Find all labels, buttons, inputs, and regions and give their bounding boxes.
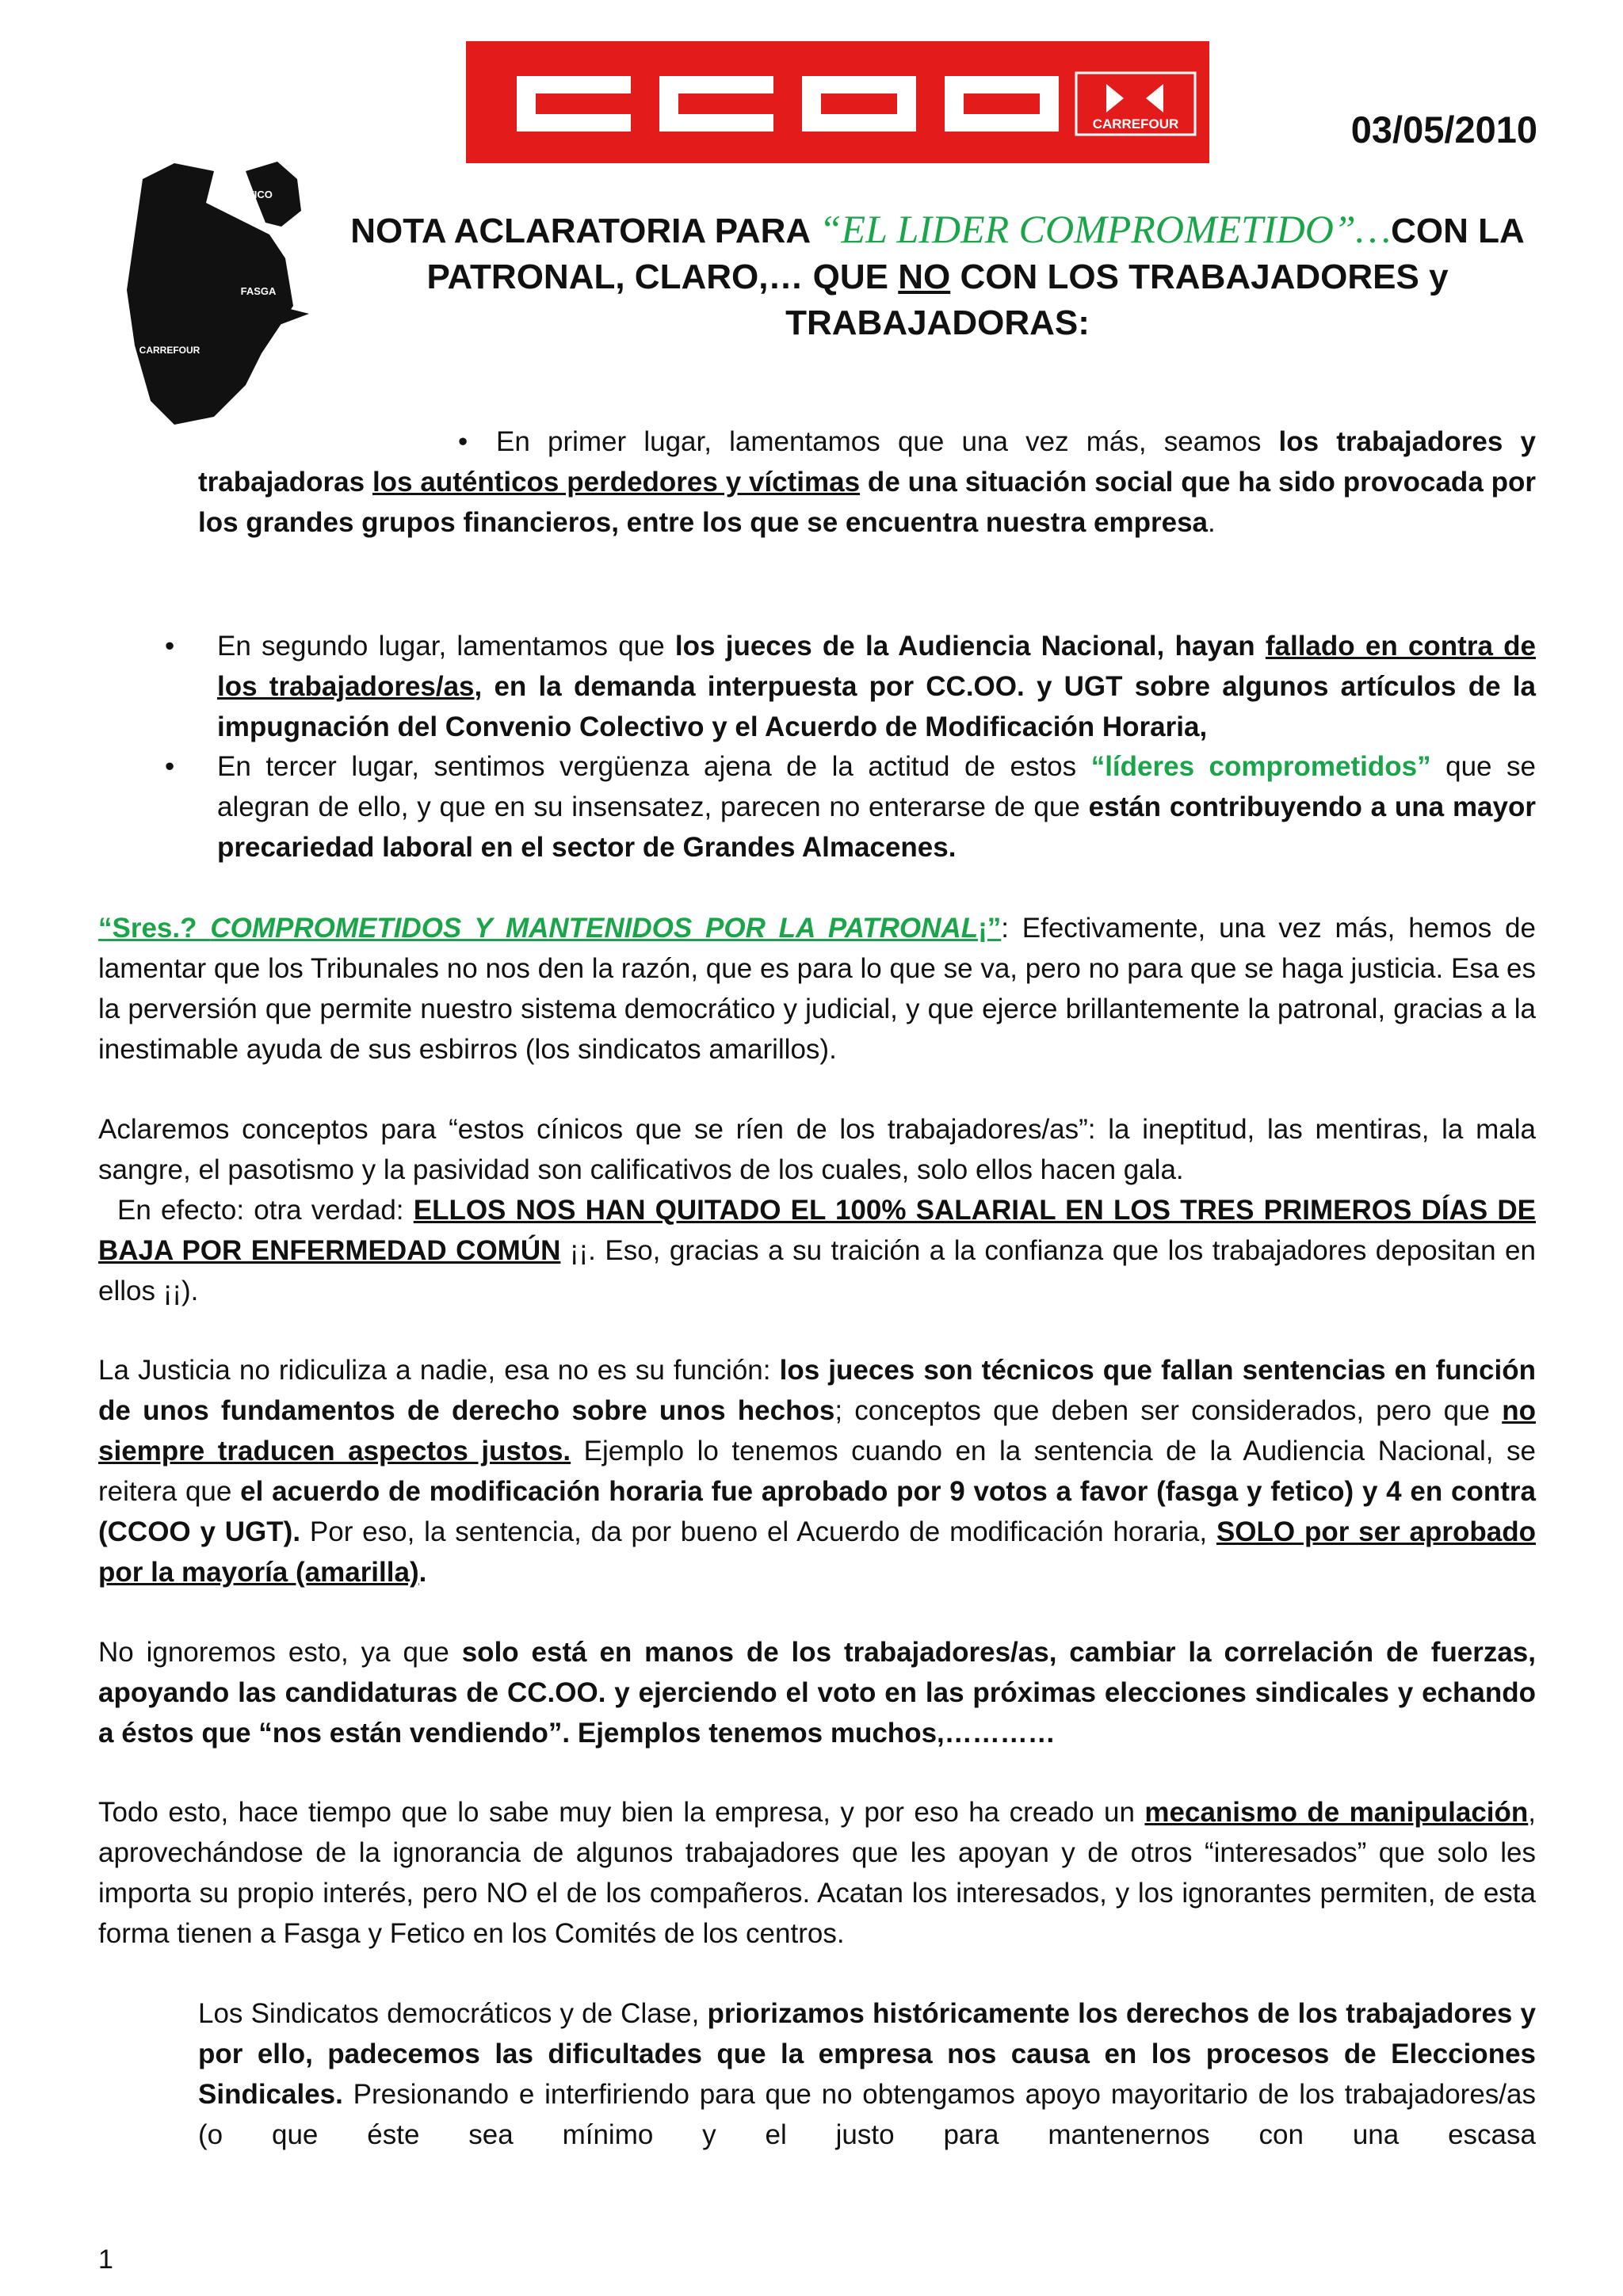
bullet-3-marker: • [165, 751, 175, 782]
ccoo-carrefour-logo [466, 41, 1209, 163]
title-green-quote: “EL LIDER COMPROMETIDO” [819, 207, 1356, 251]
vultures-emblem [119, 147, 327, 434]
emblem-label-carrefour: CARREFOUR [139, 345, 200, 356]
carrefour-logo-text: CARREFOUR [1092, 116, 1179, 132]
bullet-2-text: En segundo lugar, lamentamos que los jueces de la Audiencia Nacional, hayan fallado en contra de los trabajadores/as, en la demanda interpuesta por CC.OO. y UGT sobre algunos artículos de la impugnación del Convenio Colectivo y el Acuerdo de Modificación Horaria, [217, 631, 1536, 742]
document-title: NOTA ACLARATORIA PARA “EL LIDER COMPROMETIDO”…CON LA PATRONAL, CLARO,… QUE NO CON LOS TRABAJADORES y TRABAJADORAS: [350, 207, 1525, 342]
emblem-label-fasga: FASGA [240, 285, 277, 297]
emblem-label-fetico: FETICO [235, 189, 273, 200]
bullet-1-marker: • [458, 426, 468, 457]
ccoo-logo-graphic [466, 41, 1209, 163]
paragraph-1: “Sres.? COMPROMETIDOS Y MANTENIDOS POR LA PATRONAL¡”: Efectivamente, una vez más, hemos de lamentar que los Tribunales no nos den la razón, que es para lo que se va, pero no para que se haga justicia. Esa es la perversión que permite nuestro sistema democrático y judicial, y que ejerce brillantemente la patronal, gracias a la inestimable ayuda de sus esbirros (los sindicatos amarillos). [98, 913, 1536, 1065]
bullet-2-marker: • [165, 631, 175, 662]
paragraph-5: Todo esto, hace tiempo que lo sabe muy bien la empresa, y por eso ha creado un mecanismo de manipulación, aprovechándose de la ignorancia de algunos trabajadores que les apoyan y de otros “interesados” que solo les importa su propio interés, pero NO el de los compañeros. Acatan los interesados, y los ignorantes permiten, de esta forma tienen a Fasga y Fetico en los Comités de los centros. [98, 1797, 1537, 1949]
paragraph-2b: En efecto: otra verdad: ELLOS NOS HAN QUITADO EL 100% SALARIAL EN LOS TRES PRIMEROS DÍAS DE BAJA POR ENFERMEDAD COMÚN ¡¡. Eso, gracias a su traición a la confianza que los trabajadores depositan en ellos ¡¡). [98, 1195, 1536, 1306]
paragraph-6: Los Sindicatos democráticos y de Clase, priorizamos históricamente los derechos de los trabajadores y por ello, padecemos las dificultades que la empresa nos causa en los procesos de Elecciones Sindicales. Presionando e interfiriendo para que no obtengamos apoyo mayoritario de los trabajadores/as (o que éste sea mínimo y el justo para mantenernos con una escasa [198, 1998, 1536, 2150]
bullet-3-text: En tercer lugar, sentimos vergüenza ajena de la actitud de estos “líderes comprometidos” que se alegran de ello, y que en su insensatez, parecen no enterarse de que están contribuyendo a una mayor precariedad laboral en el sector de Grandes Almacenes. [217, 751, 1537, 863]
paragraph-2: Aclaremos conceptos para “estos cínicos que se ríen de los trabajadores/as”: la ineptitud, las mentiras, la mala sangre, el pasotismo y la pasividad son calificativos de los cuales, solo ellos hacen gala. [98, 1114, 1536, 1185]
paragraph-4: No ignoremos esto, ya que solo está en manos de los trabajadores/as, cambiar la correlación de fuerzas, apoyando las candidaturas de CC.OO. y ejerciendo el voto en las próximas elecciones sindicales y echando a éstos que “nos están vendiendo”. Ejemplos tenemos muchos,………… [98, 1637, 1536, 1749]
page-number: 1 [98, 2245, 113, 2275]
document-date: 03/05/2010 [1350, 109, 1537, 151]
bullet-1-text: En primer lugar, lamentamos que una vez más, seamos los trabajadores y trabajadoras los auténticos perdedores y víctimas de una situación social que ha sido provocada por los grandes grupos financieros, entre los que se encuentra nuestra empresa. [198, 426, 1537, 538]
paragraph-3: La Justicia no ridiculiza a nadie, esa no es su función: los jueces son técnicos que fallan sentencias en función de unos fundamentos de derecho sobre unos hechos; conceptos que deben ser considerados, pero que no siempre traducen aspectos justos. Ejemplo lo tenemos cuando en la sentencia de la Audiencia Nacional, se reitera que el acuerdo de modificación horaria fue aprobado por 9 votos a favor (fasga y fetico) y 4 en contra (CCOO y UGT). Por eso, la sentencia, da por bueno el Acuerdo de modificación horaria, SOLO por ser aprobado por la mayoría (amarilla). [98, 1355, 1536, 1588]
